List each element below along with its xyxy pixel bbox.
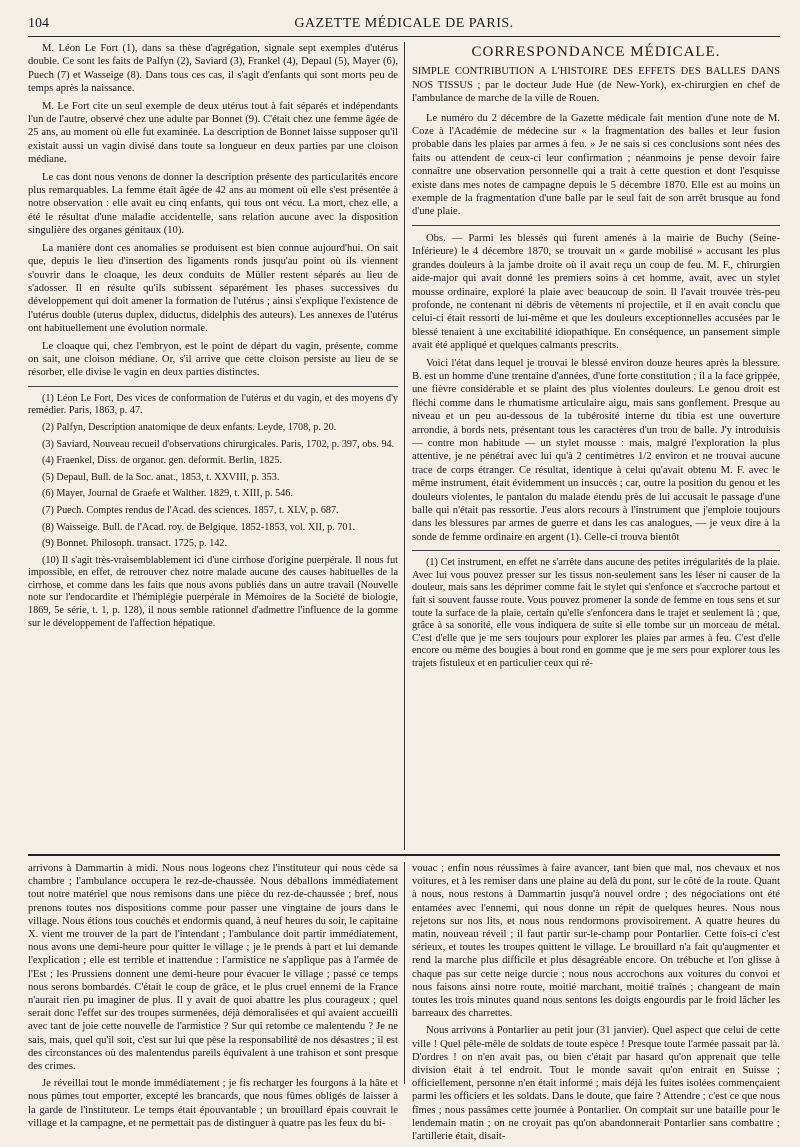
footnote: (7) Puech. Comptes rendus de l'Acad. des sciences. 1857, t. XLV, p. 687. (42, 504, 339, 516)
paragraph: Le cloaque qui, chez l'embryon, est le point de départ du vagin, présente, comme on sait, une cloison médiane. Or, s'il arrive que cette cloison persiste au lieu de se résorber, elle divise le vagin en deux parties distinctes. (28, 340, 398, 379)
section-rule (28, 854, 780, 856)
footnote-divider (412, 550, 780, 551)
journal-title: GAZETTE MÉDICALE DE PARIS. (294, 16, 514, 31)
footnote: (2) Palfyn, Description anatomique de deux enfants. Leyde, 1708, p. 20. (42, 421, 337, 433)
column-divider (404, 42, 405, 850)
footnotes (412, 557, 780, 670)
footnote: (1) Léon Le Fort, Des vices de conformation de l'utérus et du vagin, et des moyens d'y remédier. Paris, 1863, p. 47. (28, 392, 398, 417)
paragraph: Voici l'état dans lequel je trouvai le blessé environ douze heures après la blessure. B. est un homme d'une trentaine d'années, d'une forte constitution ; il a la face grippée, une fièvre considérable et se plaint des plus violentes douleurs. Le genou droit est fléchi comme dans le rhumatisme articulaire aigu, mais sans gonflement. Presque au niveau et un peu au-dessous de la tubérosité interne du tibia est une ouverture arrondie, à bords nets, présentant tous les caractères d'un trou de balle. J'y introduisis — contre mon habitude — un stylet mousse : mais, malgré l'exploration la plus attentive, je ne pénétrai avec lui qu'à 2 centimètres 1/2 environ et ne trouvai aucune trace de corps étranger. Ce résultat, identique à celui qu'avait obtenu M. F. avec le même instrument, était évidemment un insuccès ; car, outre la position du genou et les douleurs violentes, le pantalon du malade étendu près de lui accusait le passage d'une balle qui n'était pas ressortie. J'eus alors recours à l'instrument que j'emploie toujours dans les blessures par armes de guerre et dans les cas analogues, — je veux dire à la sonde de femme ordinaire en argent (1). Celle-ci trouva bientôt (412, 357, 780, 543)
right-column (412, 42, 780, 675)
bottom-left-column (28, 862, 398, 1134)
column-divider-bottom (404, 862, 405, 1084)
footnote: (5) Depaul, Bull. de la Soc. anat., 1853, t. XXVIII, p. 353. (42, 471, 280, 483)
paragraph: La manière dont ces anomalies se produisent est bien connue aujourd'hui. On sait que, depuis le lieu d'insertion des ligaments ronds jusqu'au point où ils viennent s'ouvrir dans le cloaque, les deux conduits de Müller restent séparés au lieu de s'adosser. Il en résulte qu'ils subissent séparément les phases successives du développement qui doit amener la formation de l'utérus ; ainsi s'explique l'existence de l'utérus double (uterus duplex, diductus, didelphis des auteurs). Les annexes de l'utérus ont habituellement une évolution normale. (28, 242, 398, 335)
footnote-divider (28, 386, 398, 387)
footnote: (8) Waisseige. Bull. de l'Acad. roy. de Belgique. 1852-1853, vol. XII, p. 701. (42, 521, 356, 533)
paragraph: Obs. — Parmi les blessés qui furent amenés à la mairie de Buchy (Seine-Inférieure) le 4 décembre 1870, se trouvait un « garde mobilisé » accusant les plus grandes douleurs à la jambe droite où il avait reçu un coup de feu. M. F., chirurgien aide-major qui avait donné les premiers soins à cet homme, avait, avec un stylet mousse ordinaire, exploré la plaie avec beaucoup de soin. Il l'avait trouvée très-peu profonde, ne contenant ni débris de vêtements ni projectile, et il en avait conclu que celui-ci était ressorti de lui-même et que les douleurs exceptionnelles accusées par le blessé tenaient à une excitabilité idiopathique. En conséquence, un pansement simple avait été appliqué et quelques calmants prescrits. (412, 232, 780, 352)
article-subtitle: SIMPLE CONTRIBUTION A L'HISTOIRE DES EFFETS DES BALLES DANS NOS TISSUS ; par le docteur Jude Hue (de New-York), ex-chirurgien en chef de l'ambulance de marche de la ville de Rouen. (412, 66, 780, 105)
footnote: (9) Bonnet. Philosoph. transact. 1725, p. 142. (42, 538, 228, 550)
paragraph: Nous arrivons à Pontarlier au petit jour (31 janvier). Quel aspect que celui de cette ville ! Quel pêle-mêle de soldats de toute espèce ! Presque toute l'armée passait par là. D'ordres ! on n'en avait pas, ou bien c'était par hasard qu'on apprenait que telle division était à tel endroit. Tout le monde savait qu'on entrait en Suisse ; officiellement, personne n'en était informé ; mais déjà les fuites isolées commençaient parmi les officiers et les soldats. Dans le doute, que faire ? Attendre ; c'est ce que nous fîmes ; nous passâmes cette journée à Pontarlier. On comptait sur une bataille pour le lendemain matin ; on ne croyait pas qu'on abandonnerait Pontarlier sans combattre ; l'artillerie était, disait- (412, 1025, 780, 1143)
paragraph: vouac ; enfin nous réussîmes à faire avancer, tant bien que mal, nos chevaux et nos voitures, et à les remiser dans une plaine au delà du pont, sur le côté de la route. Quant à nous, nous restons à Dammartin jusqu'à nouvel ordre ; des négociations ont été entamées avec l'ennemi, qui nous donne un répit de quelques heures. Nous nous rejetons sur nos lits, et nous nous rendormons provisoirement. A quatre heures du matin, nouveau réveil ; il faut partir sur-le-champ pour Pontarlier. Cette fois-ci c'est sérieux, et toutes les troupes quittent le village. Le brouillard n'a fait qu'augmenter et rend la marche plus difficile et plus désagréable encore. On trébuche et l'on glisse à chaque pas sur cette neige durcie ; nous nous accrochons aux voitures du convoi et nous faisons ainsi notre route, moitié marchant, moitié traînés ; changeant de main toutes les trois minutes quand nous sentons les doigts engourdis par le froid lâcher les barreaux des charrettes. (412, 863, 780, 1020)
page-number: 104 (28, 16, 49, 31)
footnotes (28, 393, 398, 631)
paragraph: M. Le Fort cite un seul exemple de deux utérus tout à fait séparés et indépendants l'un de l'autre, observé chez une adulte par Bonnet (9). C'était chez une femme âgée de 25 ans, au moment où elle fut examinée. La description de Bonnet laisse supposer qu'il existait aussi un vagin divisé dans toute sa longueur en deux parties par une cloison médiane. (28, 100, 398, 166)
paragraph: arrivons à Dammartin à midi. Nous nous logeons chez l'instituteur qui nous cède sa chambre ; l'ambulance occupera le rez-de-chaussée. Nous déballons immédiatement tout notre matériel que nous remisons dans une pièce du rez-de-chaussée ; bref, nous prenons toutes nos dispositions comme pour passer une vingtaine de jours dans le village. Nous étions tous couchés et endormis quand, à neuf heures du soir, le capitaine X. vient me trouver de la part de l'intendant ; l'ambulance doit partir immédiatement, nous avons une demi-heure pour quitter le village ; je le prends à part et lui demande l'explication ; elle est terrible et inattendue : l'armistice ne s'applique pas à l'armée de l'Est ; les Prussiens donnent une demi-heure pour évacuer le village ; passé ce temps nous serons bombardés. C'était le coup de grâce, et le plus cruel ennemi de la France n'aurait rien pu imaginer de plus. Il y avait de quoi abattre les plus courageux ; quel serait donc l'effet sur des troupes surmenées, déjà démoralisées et qui avaient accueilli avec tant de joie cette nouvelle de l'armistice ? Sur qui retombe ce malentendu ? Je ne sais, mais, quel qu'il soit, c'est sur lui que pèse la responsabilité de nos désastres ; il est des circonstances où des malentendus pareils équivalent à une trahison et sont presque des crimes. (28, 863, 398, 1073)
footnote: (6) Mayer, Journal de Graefe et Walther. 1829, t. XIII, p. 546. (42, 488, 293, 500)
footnote: (3) Saviard, Nouveau recueil d'observations chirurgicales. Paris, 1702, p. 397, obs. 94. (42, 438, 395, 450)
observation-divider (412, 225, 780, 226)
section-title: CORRESPONDANCE MÉDICALE. (471, 44, 721, 60)
left-column (28, 42, 398, 634)
footnote: (10) Il s'agit très-vraisemblablement ici d'une cirrhose d'origine puerpérale. Il nous fut impossible, en effet, de retrouver chez notre malade aucune des causes habituelles de la cirrhose, et comme dans les faits que nous avons publiés dans un autre travail (Nouvelle note sur l'endocardite et l'hémiplégie puerpérale in Mémoires de la Société de biologie, 1869, 5e série, t. 1, p. 128), il nous semble rationnel d'admettre l'influence de la gomme sur le développement de l'affection hépatique. (28, 554, 398, 629)
paragraph: M. Léon Le Fort (1), dans sa thèse d'agrégation, signale sept exemples d'utérus double. Ce sont les faits de Palfyn (2), Saviard (3), Frankel (4), Depaul (5), Mayer (6), Puech (7) et Wasseige (8). Dans tous ces cas, il s'agit d'enfants qui sont morts peu de temps après la naissance. (28, 43, 398, 95)
page-header (28, 14, 780, 37)
footnote: (1) Cet instrument, en effet ne s'arrête dans aucune des petites irrégularités de la plaie. Avec lui vous pouvez presser sur les tissus non-seulement sans les léser ni causer de la douleur, mais sans les déprimer comme fait le stylet qui s'enfonce et s'accroche partout et fait si souvent fausse route. Vous pouvez promener la sonde de femme en tous sens et sur toute la surface de la plaie, certain qu'elle s'enfoncera dans le trajet et seulement là ; que, grâce à sa sonorité, elle vous indiquera de suite si elle tombe sur un morceau de métal. C'est d'elle que je me sers toujours pour explorer les plaies par armes à feu. C'est d'elle encore ou même des bougies à bout rond en gomme que je me sers pour explorer tous les trajets fistuleux et en particulier ceux qui ré- (412, 557, 780, 669)
paragraph: Le cas dont nous venons de donner la description présente des particularités encore plus remarquables. La femme était âgée de 42 ans au moment où elle s'est présentée à notre observation : elle avait eu cinq enfants, qui tous ont vécu. La mort, chez elle, a été le résultat d'une maladie accidentelle, sans relation aucune avec la disposition singulière des organes génitaux (10). (28, 171, 398, 237)
paragraph: Le numéro du 2 décembre de la Gazette médicale fait mention d'une note de M. Coze à l'Académie de médecine sur « la fragmentation des balles et leur fusion probable dans les plaies par armes à feu. » Je ne sais si ces conclusions sont nées des faits ou attendent de ceux-ci leur confirmation ; néanmoins je pense devoir faire connaître une observation personnelle qui a trait à cette question et dont l'esquisse existe dans mes notes de campagne depuis le 5 décembre 1870. Elle est au moins un exemple de la fragmentation d'une balle par le seul fait de son arrêt brusque au fond d'une plaie. (412, 112, 780, 218)
paragraph: Je réveillai tout le monde immédiatement ; je fis recharger les fourgons à la hâte et nous pûmes tout emporter, excepté les brancards, que nous fûmes obligés de laisser à la garde de l'instituteur. Le temps était épouvantable ; un brouillard épais couvrait le village et la campagne, et ne permettait pas de distinguer à quatre pas les feux du bi- (28, 1078, 398, 1129)
bottom-right-column (412, 862, 780, 1147)
footnote: (4) Fraenkel, Diss. de organor. gen. deformit. Berlin, 1825. (42, 455, 283, 467)
